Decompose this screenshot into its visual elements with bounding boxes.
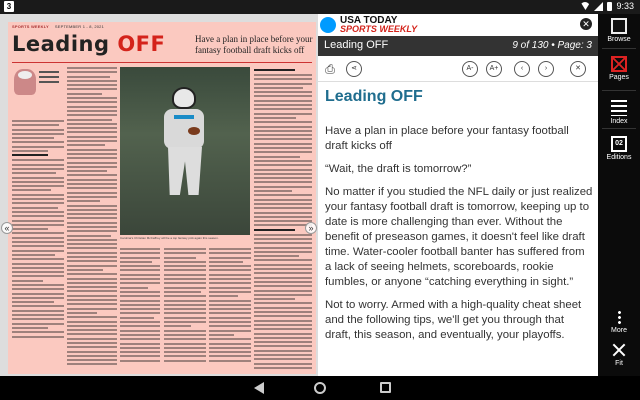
running-date: SEPTEMBER 1 - 8, 2021 <box>54 24 105 29</box>
running-head: SPORTS WEEKLY SEPTEMBER 1 - 8, 2021 <box>12 24 105 29</box>
text-column-2 <box>67 67 117 368</box>
article-paragraph: “Wait, the draft is tomorrow?” <box>325 163 472 175</box>
headline-rule <box>12 62 312 63</box>
text-column-1 <box>12 120 64 340</box>
article-paragraph: Have a plan in place before your fantasy football draft kicks off <box>325 125 569 152</box>
newspaper-page[interactable] <box>8 22 316 374</box>
author-byline <box>12 67 64 117</box>
article-position: 9 of 130 • Page: 3 <box>512 40 592 51</box>
notification-badge: 3 <box>4 1 14 12</box>
page-headline: Leading OFF <box>12 32 166 56</box>
reader-header-bar <box>318 36 598 56</box>
signal-icon <box>594 2 603 11</box>
battery-icon <box>607 2 612 11</box>
previous-article-button[interactable]: ‹ <box>514 61 530 77</box>
previous-page-arrow-icon[interactable]: « <box>1 222 13 234</box>
recent-apps-icon[interactable] <box>380 382 391 393</box>
publication-brand <box>318 14 598 36</box>
sidebar-item-index[interactable]: Index <box>598 100 640 125</box>
football-player-figure <box>158 87 210 207</box>
section-title: Leading OFF <box>324 39 389 51</box>
page-scan-viewer[interactable] <box>0 14 318 376</box>
sidebar-item-fit[interactable]: Fit <box>598 342 640 367</box>
page-subheadline: Have a plan in place before your fantasy football draft kicks off <box>195 34 313 55</box>
home-icon[interactable] <box>314 382 326 394</box>
system-navigation-bar <box>0 376 640 400</box>
sidebar-item-browse[interactable]: Browse <box>598 18 640 43</box>
status-bar <box>0 0 640 14</box>
text-column-4 <box>164 248 206 364</box>
print-icon[interactable]: ⎙ <box>325 62 335 76</box>
sidebar-item-more[interactable]: More <box>598 310 640 334</box>
app-sidebar <box>598 14 640 376</box>
brand-name: USA TODAY <box>340 15 398 26</box>
text-column-6 <box>254 67 312 371</box>
sidebar-item-editions[interactable]: 02 Editions <box>598 136 640 161</box>
text-column-3 <box>120 248 160 364</box>
wifi-icon <box>580 2 590 10</box>
text-column-5 <box>209 248 251 364</box>
reader-toolbar <box>318 56 598 82</box>
close-icon[interactable]: ✕ <box>580 18 592 30</box>
more-icon <box>618 310 621 325</box>
usa-today-logo-icon <box>320 17 336 33</box>
font-larger-button[interactable]: A+ <box>486 61 502 77</box>
next-article-button[interactable]: › <box>538 61 554 77</box>
share-icon[interactable]: ⋖ <box>346 61 362 77</box>
author-photo <box>14 69 36 95</box>
article-paragraph: Not to worry. Armed with a high-quality cheat sheet and the following tips, we'll get you through that draft, this season, and eventually, your playoffs. <box>325 299 582 341</box>
next-page-arrow-icon[interactable]: » <box>305 222 317 234</box>
editions-icon: 02 <box>611 136 627 152</box>
article-reader-panel <box>318 14 598 376</box>
index-icon <box>611 100 627 116</box>
close-article-button[interactable]: ✕ <box>570 61 586 77</box>
article-paragraph: No matter if you studied the NFL daily or just realized your fantasy football draft is tomorrow, keeping up to date is more challenging than ever. Without the benefit of preseason games, it doesn't feel like draft time. Water-cooler football banter has suffered from a lack of seeing helmets, scoreboards, rookie fumbles, or anyone “catching everything in sight.” <box>325 186 593 288</box>
brand-sub: SPORTS WEEKLY <box>340 24 418 34</box>
clock: 9:33 <box>616 1 634 11</box>
sidebar-item-pages[interactable]: Pages <box>598 56 640 81</box>
article-heading: Leading OFF <box>325 88 423 105</box>
font-smaller-button[interactable]: A- <box>462 61 478 77</box>
pages-icon <box>611 56 627 72</box>
article-content <box>325 88 593 351</box>
back-icon[interactable] <box>254 382 264 394</box>
fit-icon <box>611 342 627 358</box>
player-photo[interactable] <box>120 67 250 235</box>
browse-icon <box>611 18 627 34</box>
photo-caption: Carolina's Christian McCaffrey will be a top fantasy pick again this season. <box>120 236 219 240</box>
